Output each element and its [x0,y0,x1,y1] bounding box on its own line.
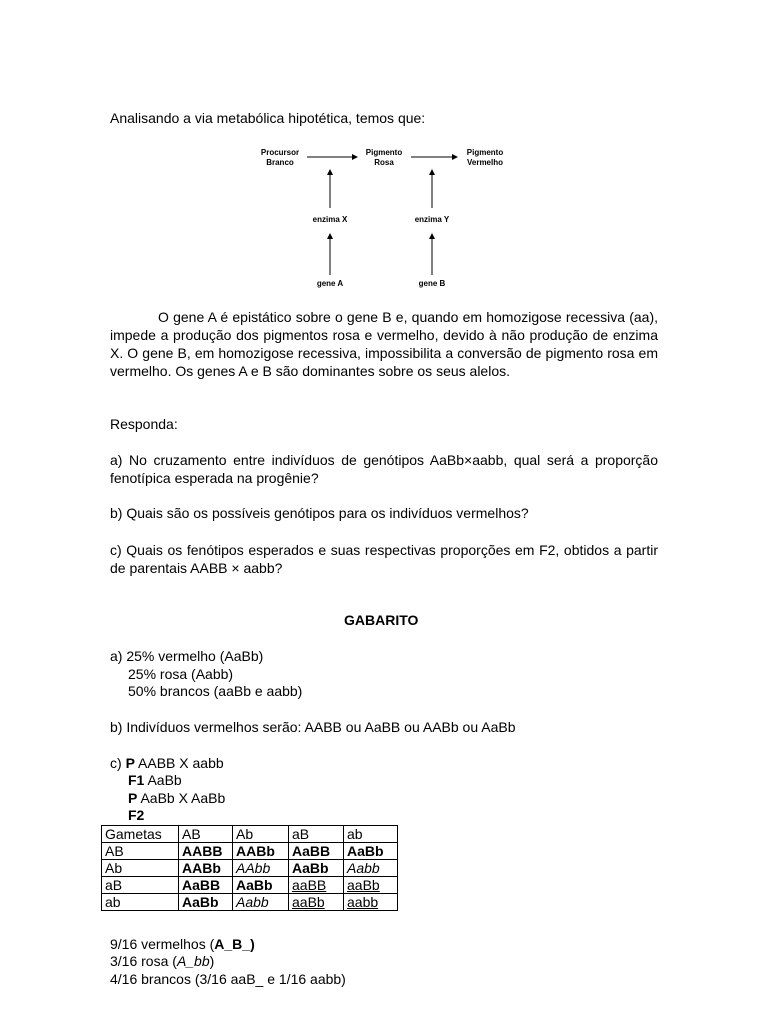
explanation-paragraph: O gene A é epistático sobre o gene B e, quando em homozigose recessiva (aa), impede a produção dos pigmentos rosa e vermelho, devido à não produção de enzima X. O gene B, em homozigose recessiva, impossibilita a conversão de pigmento rosa em vermelho. Os genes A e B são dominantes sobre os seus alelos. [110,309,658,379]
pigment-red-label: Pigmento Vermelho [466,148,504,167]
pigment-pink-label: Pigmento Rosa [365,148,403,167]
gene-a-label: gene A [316,279,344,288]
table-header-cell: aB [289,826,344,843]
result-pink: 3/16 rosa (A_bb) [110,953,215,969]
result-white: 4/16 brancos (3/16 aaB_ e 1/16 aabb) [110,971,346,987]
table-header-cell: AB [179,826,233,843]
table-header-cell: Ab [233,826,289,843]
gabarito-title: GABARITO [344,612,419,628]
answer-a-line-1: a) 25% vermelho (AaBb) [110,648,264,664]
enzyme-x-label: enzima X [312,215,348,224]
answer-c-f1: F1 AaBb [128,772,182,788]
result-red: 9/16 vermelhos (A_B_) [110,936,255,952]
answer-a-line-2: 25% rosa (Aabb) [128,666,234,682]
precursor-label: Procursor Branco [260,148,300,167]
answer-a-line-3: 50% brancos (aaBb e aabb) [128,683,303,699]
question-c: c) Quais os fenótipos esperados e suas respectivas proporções em F2, obtidos a partir de parentais AABB × aabb? [110,542,658,576]
table-row: Ab AABb AAbb AaBb Aabb [102,860,398,877]
table-row: aB AaBB AaBb aaBB aaBb [102,877,398,894]
question-b: b) Quais são os possíveis genótipos para os indivíduos vermelhos? [110,505,529,521]
table-header-cell: ab [344,826,398,843]
question-a: a) No cruzamento entre indivíduos de genótipos AaBb×aabb, qual será a proporção fenotípica esperada na progênie? [110,452,658,486]
table-header-row [102,826,398,843]
gene-b-label: gene B [418,279,446,288]
table-header-cell: Gametas [102,826,179,843]
punnett-square-table [101,825,398,911]
responda-label: Responda: [110,416,178,432]
intro-text: Analisando a via metabólica hipotética, temos que: [110,110,426,126]
answer-b: b) Indivíduos vermelhos serão: AABB ou AaBB ou AABb ou AaBb [110,719,516,735]
answer-c-f2: F2 [128,807,145,823]
answer-c-p2: P AaBb X AaBb [128,790,226,806]
table-row: AB AABB AABb AaBB AaBb [102,843,398,860]
table-row: ab AaBb Aabb aaBb aabb [102,894,398,911]
enzyme-y-label: enzima Y [414,215,450,224]
answer-c-p1: c) P AABB X aabb [110,755,224,771]
